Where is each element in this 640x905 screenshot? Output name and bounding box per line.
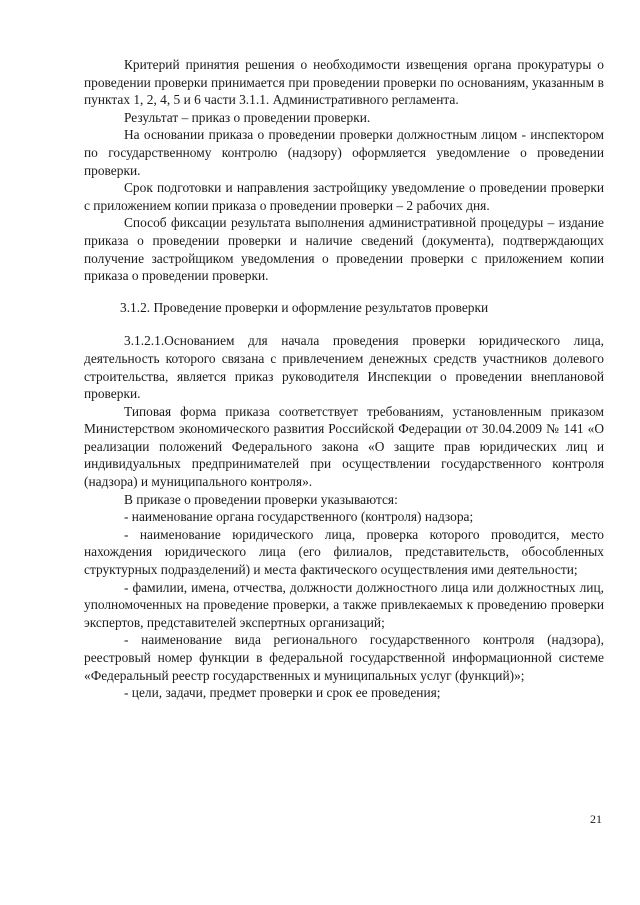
list-item: - цели, задачи, предмет проверки и срок ее проведения; [124,685,441,701]
paragraph-deadline: Срок подготовки и направления застройщику уведомление о проведении проверки с приложением копии приказа о проведении проверки – 2 рабочих дня. [84,180,604,213]
document-body [84,56,604,702]
list-item: - фамилии, имена, отчества, должности должностного лица или должностных лиц, уполномоченных на проведение проверки, а также привлекаемых к проведению проверки экспертов, представителей экспертных организаций; [84,579,604,630]
paragraph-form: Типовая форма приказа соответствует требованиям, установленным приказом Министерством экономического развития Российской Федерации от 30.04.2009 № 141 «О реализации положений Федерального закона «О защите прав юридических лиц и индивидуальных предпринимателей при осуществлении государственного контроля (надзора) и муниципального контроля». [84,403,604,490]
section-heading: 3.1.2. Проведение проверки и оформление результатов проверки [120,299,489,315]
paragraph-basis: 3.1.2.1.Основанием для начала проведения проверки юридического лица, деятельность которого связана с привлечением денежных средств участников долевого строительства, является приказ руководителя Инспекции о проведении внеплановой проверки. [84,333,604,402]
paragraph-notification: На основании приказа о проведении проверки должностным лицом - инспектором по государственному контролю (надзору) оформляется уведомление о проведении проверки. [84,127,604,178]
list-item: - наименование юридического лица, проверка которого проводится, место нахождения юридического лица (его филиалов, представительств, обособленных структурных подразделений) и места фактического осуществления ими деятельности; [84,526,604,578]
paragraph-order-contents: В приказе о проведении проверки указываются: [124,491,398,507]
paragraph-fixation: Способ фиксации результата выполнения административной процедуры – издание приказа о проведении проверки и наличие сведений (документа), подтверждающих получение застройщиком уведомления о проведении проверки с приложением копии приказа о проведении проверки. [84,215,604,284]
paragraph-criterion: Критерий принятия решения о необходимости извещения органа прокуратуры о проведении проверки принимается при проведении проверки по основаниям, указанным в пунктах 1, 2, 4, 5 и 6 части 3.1.1. Административного регламента. [84,57,604,108]
page-number: 21 [590,812,602,826]
list-item: - наименование вида регионального государственного контроля (надзора), реестровый номер функции в федеральной государственной информационной системе «Федеральный реестр государственных и муниципальных услуг (функций)»; [84,632,604,683]
paragraph-result: Результат – приказ о проведении проверки. [124,109,371,125]
list-item: - наименование органа государственного (контроля) надзора; [124,509,474,525]
